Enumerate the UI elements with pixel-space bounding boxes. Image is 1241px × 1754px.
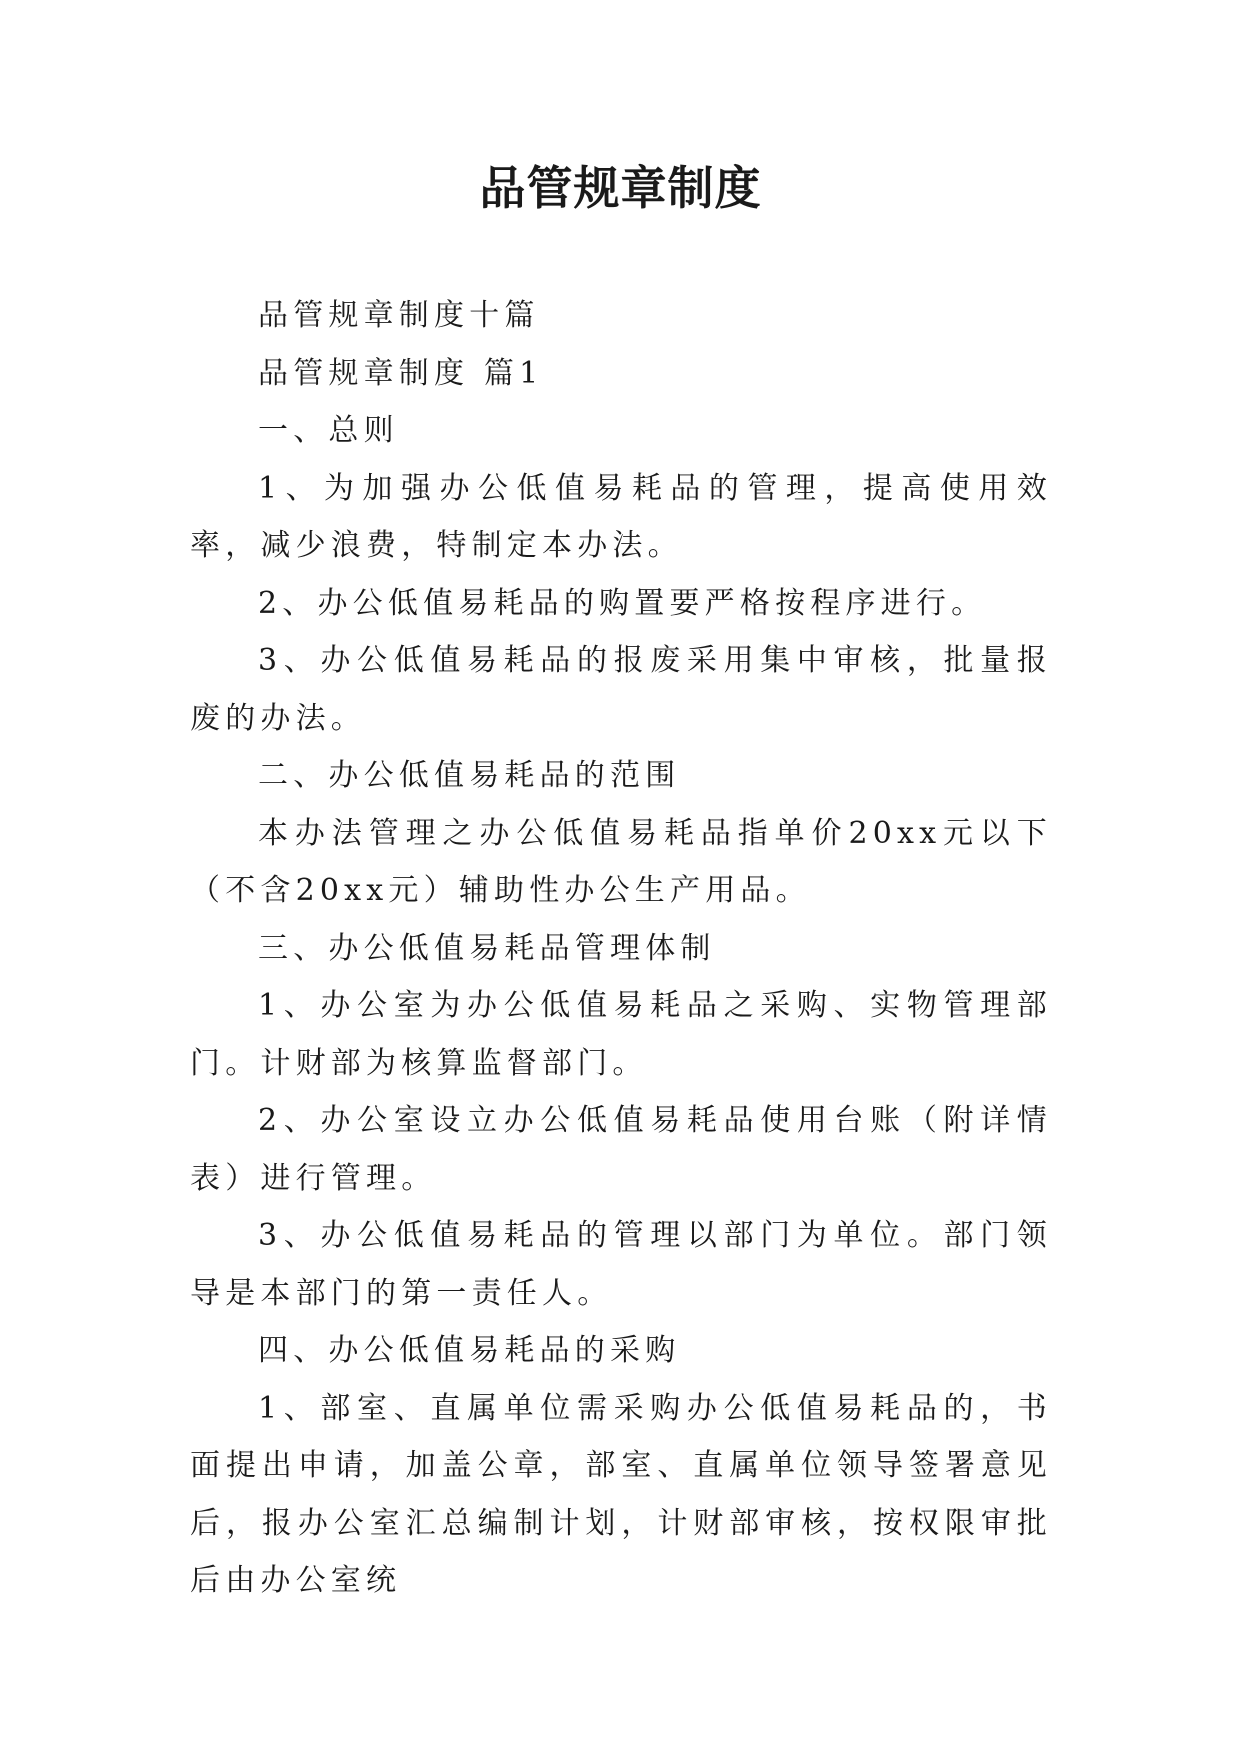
document-body — [190, 287, 1052, 1610]
paragraph: 1、为加强办公低值易耗品的管理，提高使用效率，减少浪费，特制定本办法。 — [190, 470, 1052, 563]
paragraph-section-heading: 品管规章制度 篇1 — [258, 355, 544, 391]
paragraph: 2、办公低值易耗品的购置要严格按程序进行。 — [258, 585, 987, 621]
paragraph-heading-scope: 二、办公低值易耗品的范围 — [258, 758, 681, 793]
paragraph-subtitle: 品管规章制度十篇 — [258, 298, 540, 333]
paragraph: 3、办公低值易耗品的报废采用集中审核，批量报废的办法。 — [190, 643, 1052, 736]
paragraph-heading-general: 一、总则 — [258, 413, 399, 448]
paragraph-heading-procurement: 四、办公低值易耗品的采购 — [258, 1333, 681, 1368]
paragraph: 1、部室、直属单位需采购办公低值易耗品的，书面提出申请，加盖公章，部室、直属单位领导签署意见后，报办公室汇总编制计划，计财部审核，按权限审批后由办公室统 — [190, 1390, 1052, 1598]
paragraph-heading-system: 三、办公低值易耗品管理体制 — [258, 930, 716, 966]
paragraph: 3、办公低值易耗品的管理以部门为单位。部门领导是本部门的第一责任人。 — [190, 1218, 1052, 1311]
paragraph: 2、办公室设立办公低值易耗品使用台账（附详情表）进行管理。 — [190, 1103, 1052, 1196]
paragraph: 1、办公室为办公低值易耗品之采购、实物管理部门。计财部为核算监督部门。 — [190, 988, 1052, 1081]
document-title: 品管规章制度 — [479, 161, 762, 215]
paragraph: 本办法管理之办公低值易耗品指单价20xx元以下（不含20xx元）辅助性办公生产用品。 — [190, 815, 1052, 908]
